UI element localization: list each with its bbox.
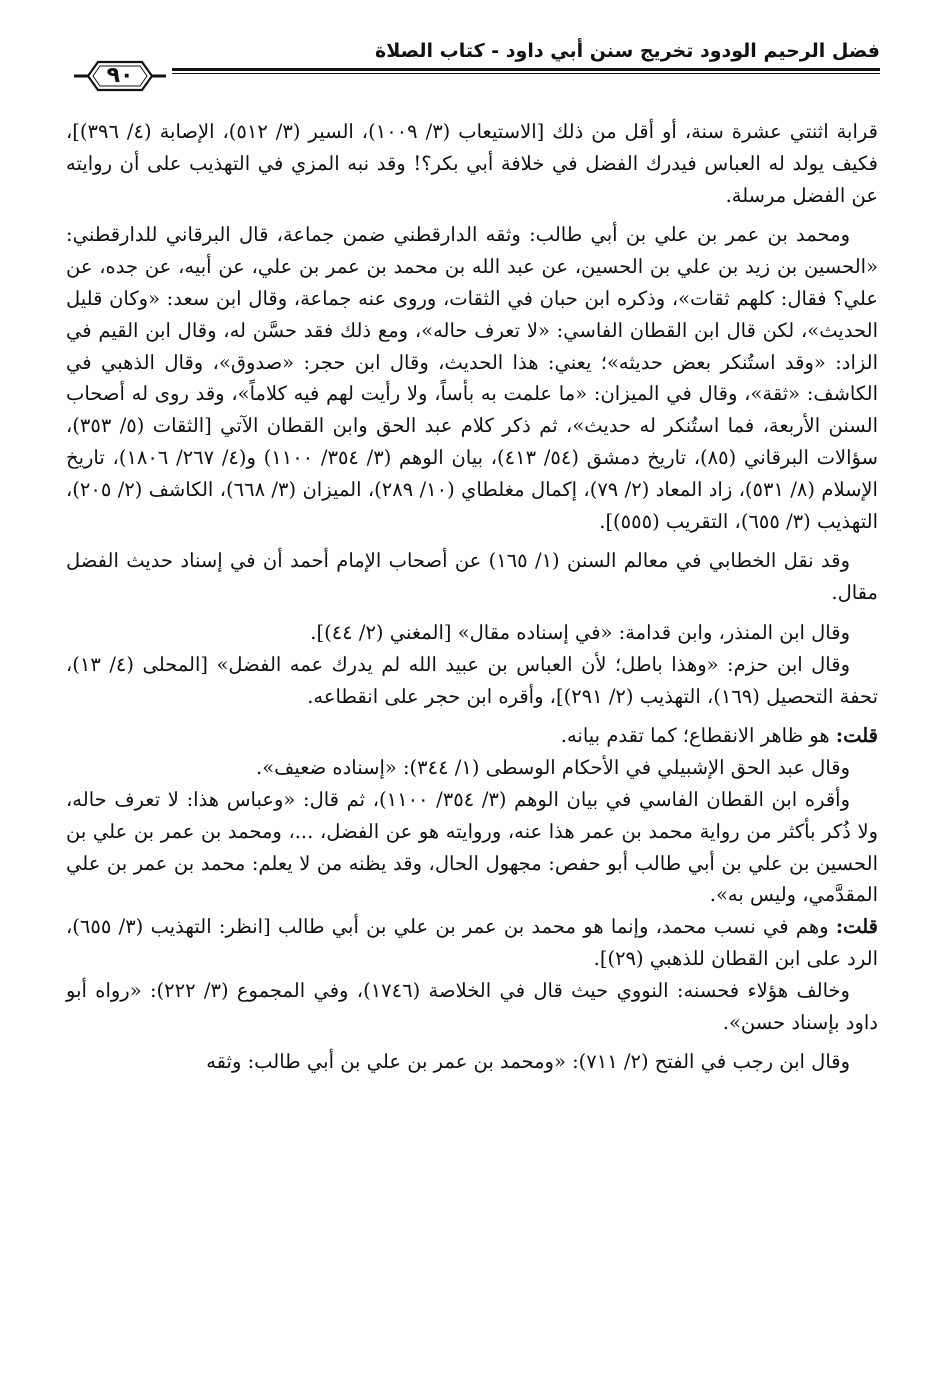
paragraph: وقال ابن المنذر، وابن قدامة: «في إسناده مقال» [المغني (٢/ ٤٤)]. xyxy=(310,620,850,644)
page-number: ٩٠ xyxy=(106,63,134,88)
paragraph-text: وهم في نسب محمد، وإنما هو محمد بن عمر بن علي بن أبي طالب [انظر: التهذيب (٣/ ٦٥٥)، الرد على ابن القطان للذهبي (٢٩)]. xyxy=(66,915,878,970)
qult-label: قلت: xyxy=(835,724,878,748)
page-number-badge xyxy=(74,58,166,94)
page-header xyxy=(60,38,880,98)
paragraph: وقال عبد الحق الإشبيلي في الأحكام الوسطى (١/ ٣٤٤): «إسناده ضعيف». xyxy=(256,756,850,780)
paragraph-text: هو ظاهر الانقطاع؛ كما تقدم بيانه. xyxy=(560,724,836,748)
header-rule-thin xyxy=(172,73,880,74)
paragraph: وخالف هؤلاء فحسنه: النووي حيث قال في الخلاصة (١٧٤٦)، وفي المجموع (٣/ ٢٢٢): «رواه أبو داود بإسناد حسن». xyxy=(66,978,878,1034)
paragraph: وقال ابن حزم: «وهذا باطل؛ لأن العباس بن عبيد الله لم يدرك عمه الفضل» [المحلى (٤/ ١٣)، تحفة التحصيل (١٦٩)، التهذيب (٢/ ٢٩١)]، وأقره ابن حجر على انقطاعه. xyxy=(66,652,878,708)
paragraph xyxy=(66,911,878,975)
paragraph: وقد نقل الخطابي في معالم السنن (١/ ١٦٥) عن أصحاب الإمام أحمد أن في إسناد حديث الفضل مقال. xyxy=(66,549,878,605)
header-rule xyxy=(172,68,880,71)
paragraph: ومحمد بن عمر بن علي بن أبي طالب: وثقه الدارقطني ضمن جماعة، قال البرقاني للدارقطني: «الحسين بن زيد بن علي بن الحسين، عن عبد الله بن محمد بن عمر بن علي، عن أبيه، عن جده، عن علي؟ فقال: كلهم ثقات»، وذكره ابن حبان في الثقات، وروى عنه جماعة، وقال ابن سعد: «وكان قليل الحديث»، لكن قال ابن القطان الفاسي: «لا تعرف حاله»، ومع ذلك فقد حسَّن له، وقال ابن القيم في الزاد: «وقد استُنكر بعض حديثه»؛ يعني: هذا الحديث، وقال ابن حجر: «صدوق»، وقال الذهبي في الكاشف: «ثقة»، وقال في الميزان: «ما علمت به بأساً، ولا رأيت لهم فيه كلاماً»، وقد روى له أصحاب السنن الأربعة، فما استُنكر له حديث»، ثم ذكر كلام عبد الحق وابن القطان الآتي [الثقات (٥/ ٣٥٣)، سؤالات البرقاني (٨٥)، تاريخ دمشق (٥٤/ ٤١٣)، بيان الوهم (٣/ ٣٥٤/ ١١٠٠) و(٤/ ٢٦٧/ ١٨٠٦)، تاريخ الإسلام (٨/ ٥٣١)، زاد المعاد (٢/ ٧٩)، إكمال مغلطاي (١٠/ ٢٨٩)، الميزان (٣/ ٦٦٨)، الكاشف (٢/ ٢٠٥)، التهذيب (٣/ ٦٥٥)، التقريب (٥٥٥)]. xyxy=(66,223,878,533)
qult-label: قلت: xyxy=(835,915,878,939)
body-text xyxy=(66,116,878,1078)
paragraph: وأقره ابن القطان الفاسي في بيان الوهم (٣/ ٣٥٤/ ١١٠٠)، ثم قال: «وعباس هذا: لا تعرف حاله، ولا ذُكر بأكثر من رواية محمد بن عمر هذا عنه، وروايته هو عن الفضل، ...، ومحمد بن عمر بن علي بن الحسين بن علي بن أبي طالب أبو حفص: مجهول الحال، وقد يظنه من لا يعلم: محمد بن عمر بن علي المقدَّمي، وليس به». xyxy=(66,787,878,907)
paragraph: وقال ابن رجب في الفتح (٢/ ٧١١): «ومحمد بن عمر بن علي بن أبي طالب: وثقه xyxy=(206,1050,850,1074)
paragraph: قرابة اثنتي عشرة سنة، أو أقل من ذلك [الاستيعاب (٣/ ١٠٠٩)، السير (٣/ ٥١٢)، الإصابة (٤/ ٣٩٦)]، فكيف يولد له العباس فيدرك الفضل في خلافة أبي بكر؟! وقد نبه المزي في التهذيب على أن روايته عن الفضل مرسلة. xyxy=(66,120,878,207)
paragraph xyxy=(66,720,878,752)
running-title: فضل الرحيم الودود تخريج سنن أبي داود - كتاب الصلاة xyxy=(375,40,880,62)
